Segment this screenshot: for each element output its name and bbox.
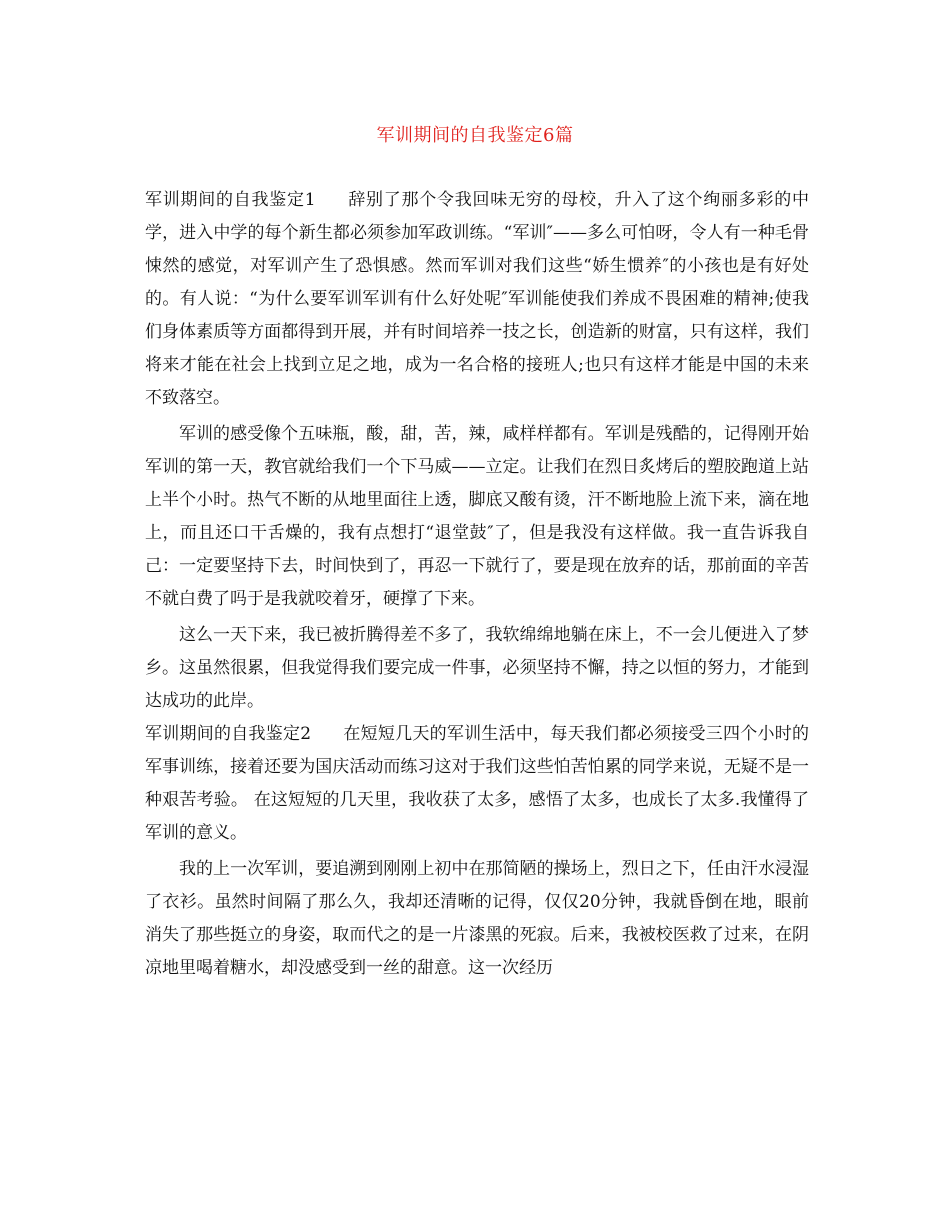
section-heading-1: 军训期间的自我鉴定1	[145, 190, 316, 210]
paragraph-4	[145, 718, 809, 850]
paragraph-text: 我的上一次军训，要追溯到刚刚上初中在那简陋的操场上，烈日之下，任由汗水浸湿了衣衫。虽然时间隔了那么久，我却还清晰的记得，仅仅20分钟，我就昏倒在地，眼前消失了那些挺立的身姿，取而代之的是一片漆黑的死寂。后来，我被校医救了过来，在阴凉地里喝着糖水，却没感受到一丝的甜意。这一次经历	[145, 859, 809, 978]
paragraph-text: 辞别了那个令我回味无穷的母校，升入了这个绚丽多彩的中学，进入中学的每个新生都必须参加军政训练。“军训″——多么可怕呀，令人有一种毛骨悚然的感觉，对军训产生了恐惧感。然而军训对我们这些“娇生惯养″的小孩也是有好处的。有人说：“为什么要军训军训有什么好处呢″军训能使我们养成不畏困难的精神;使我们身体素质等方面都得到开展，并有时间培养一技之长，创造新的财富，只有这样，我们将来才能在社会上找到立足之地，成为一名合格的接班人;也只有这样才能是中国的未来不致落空。	[145, 190, 809, 408]
paragraph-3	[145, 619, 809, 718]
paragraph-5	[145, 853, 809, 985]
paragraph-text: 军训的感受像个五味瓶，酸，甜，苦，辣，咸样样都有。军训是残酷的，记得刚开始军训的第一天，教官就给我们一个下马威——立定。让我们在烈日炙烤后的塑胶跑道上站上半个小时。热气不断的从地里面往上透，脚底又酸有烫，汗不断地脸上流下来，滴在地上，而且还口干舌燥的，我有点想打“退堂鼓″了，但是我没有这样做。我一直告诉我自己：一定要坚持下去，时间快到了，再忍一下就行了，要是现在放弃的话，那前面的辛苦不就白费了吗于是我就咬着牙，硬撑了下来。	[145, 424, 809, 609]
paragraph-1	[145, 184, 809, 415]
section-heading-2: 军训期间的自我鉴定2	[145, 724, 312, 744]
document-title: 军训期间的自我鉴定6篇	[376, 125, 574, 146]
document-body	[145, 184, 809, 985]
paragraph-2	[145, 418, 809, 616]
paragraph-text: 在短短几天的军训生活中，每天我们都必须接受三四个小时的军事训练，接着还要为国庆活动而练习这对于我们这些怕苦怕累的同学来说，无疑不是一种艰苦考验。 在这短短的几天里，我收获了太多，感悟了太多，也成长了太多.我懂得了军训的意义。	[145, 724, 809, 843]
paragraph-text: 这么一天下来，我已被折腾得差不多了，我软绵绵地躺在床上，不一会儿便进入了梦乡。这虽然很累，但我觉得我们要完成一件事，必须坚持不懈，持之以恒的努力，才能到达成功的此岸。	[145, 625, 809, 711]
